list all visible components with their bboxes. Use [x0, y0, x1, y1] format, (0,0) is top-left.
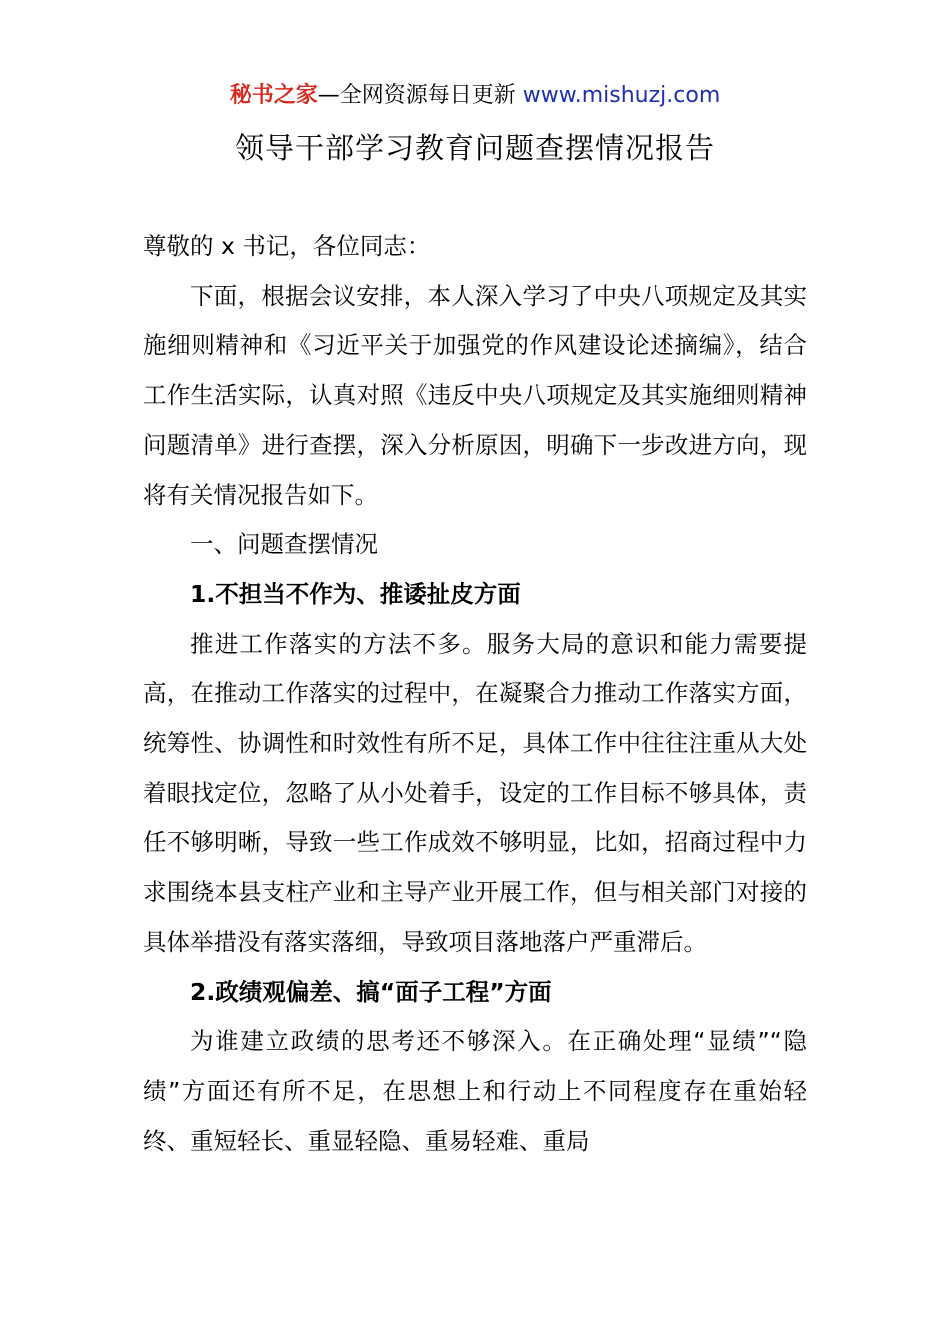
subsection-heading-2: 2.政绩观偏差、搞“面子工程”方面 — [190, 977, 552, 1006]
site-header — [0, 80, 950, 112]
site-url: www.mishuzj.com — [522, 83, 721, 108]
intro-paragraph: 下面，根据会议安排，本人深入学习了中央八项规定及其实施细则精神和《习近平关于加强党的作风建设论述摘编》，结合工作生活实际，认真对照《违反中央八项规定及其实施细则精神问题清单》进行查摆，深入分析原因，明确下一步改进方向，现将有关情况报告如下。 — [143, 281, 807, 509]
section-heading: 一、问题查摆情况 — [190, 530, 378, 559]
header-tagline: —全网资源每日更新 — [317, 83, 523, 108]
subsection-heading-1: 1.不担当不作为、推诿扯皮方面 — [190, 579, 521, 608]
paragraph-2: 为谁建立政绩的思考还不够深入。在正确处理“显绩”“隐绩”方面还有所不足，在思想上和行动上不同程度存在重始轻终、重短轻长、重显轻隐、重易轻难、重局 — [143, 1027, 807, 1155]
document-title: 领导干部学习教育问题查摆情况报告 — [234, 131, 715, 165]
document-body — [143, 222, 807, 1166]
brand-name: 秘书之家 — [229, 83, 318, 108]
salutation: 尊敬的 x 书记，各位同志： — [143, 232, 431, 260]
paragraph-1: 推进工作落实的方法不多。服务大局的意识和能力需要提高，在推动工作落实的过程中，在凝聚合力推动工作落实方面，统筹性、协调性和时效性有所不足，具体工作中往往注重从大处着眼找定位，忽略了从小处着手，设定的工作目标不够具体，责任不够明晰，导致一些工作成效不够明显，比如，招商过程中力求围绕本县支柱产业和主导产业开展工作，但与相关部门对接的具体举措没有落实落细，导致项目落地落户严重滞后。 — [143, 629, 807, 956]
